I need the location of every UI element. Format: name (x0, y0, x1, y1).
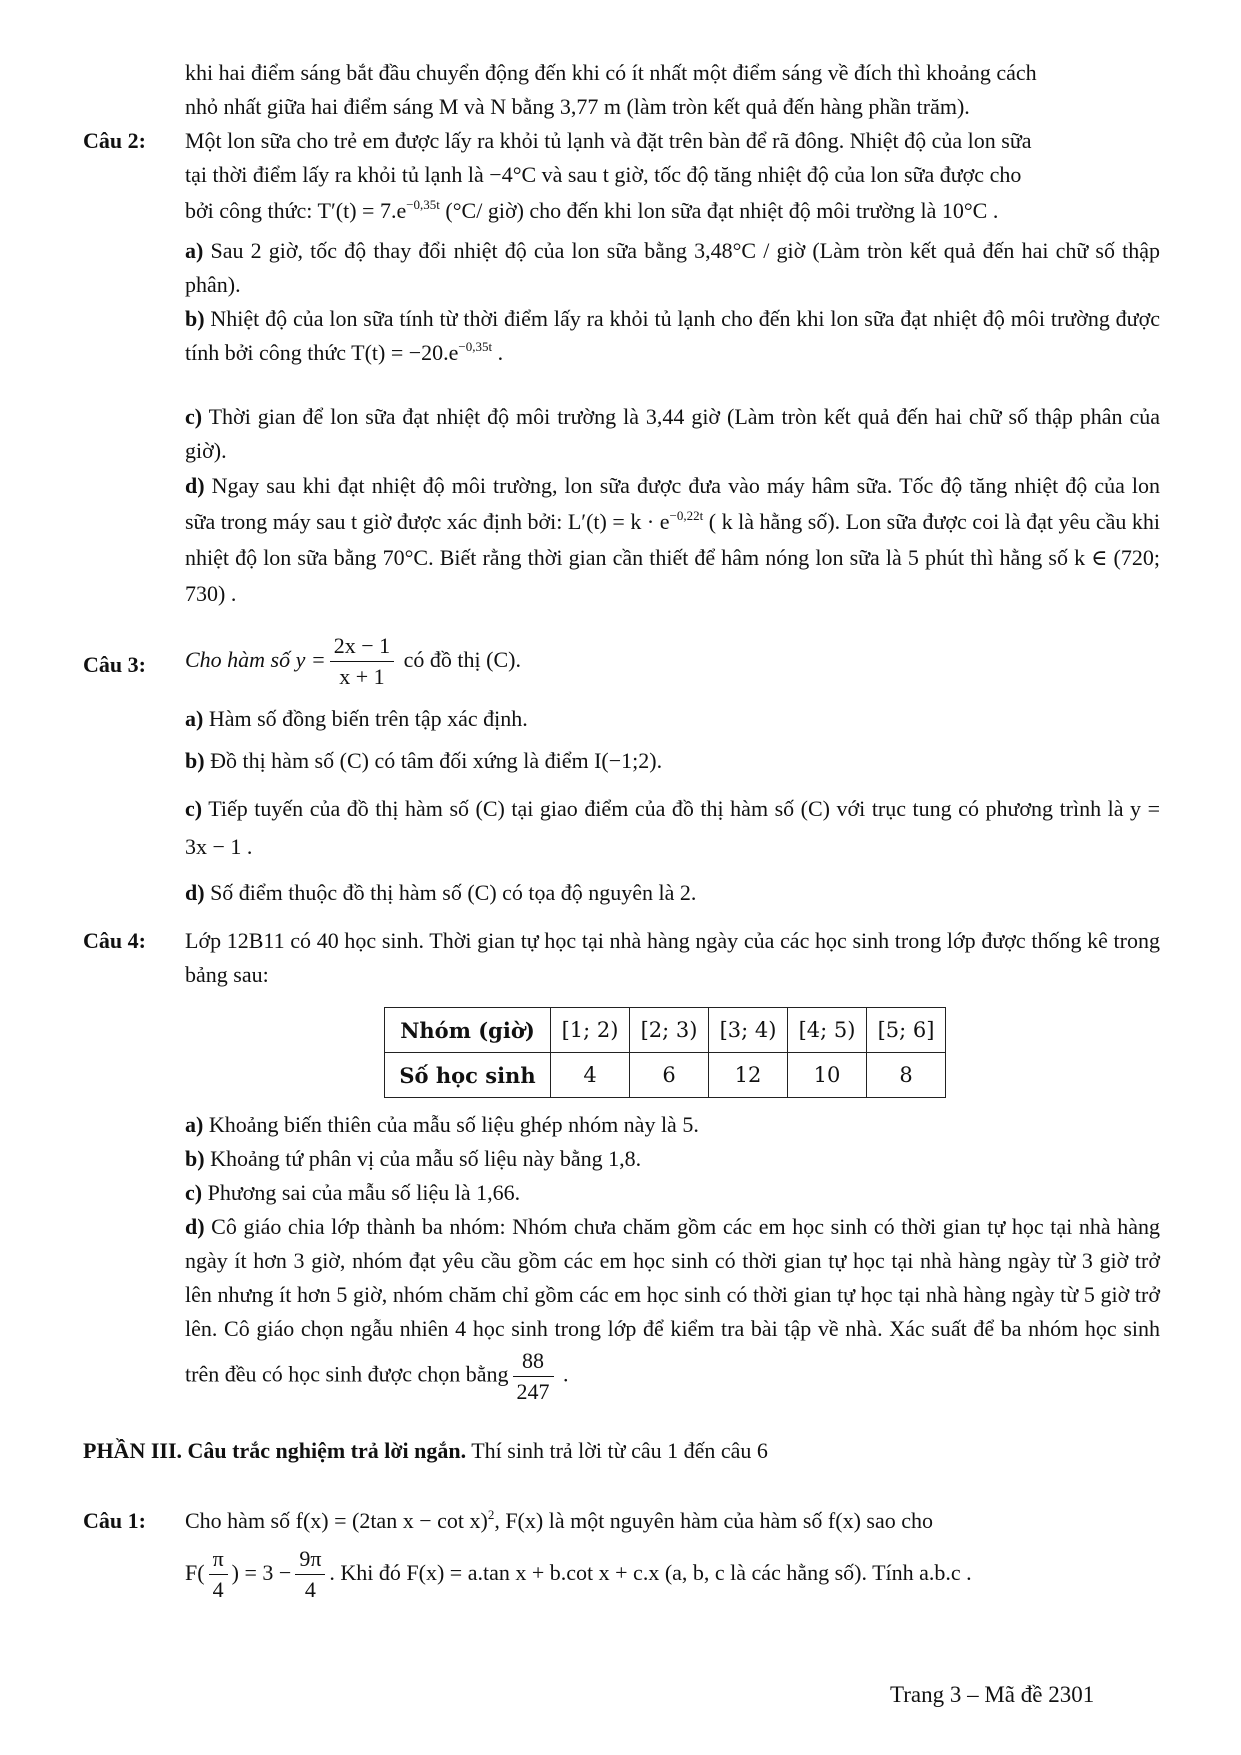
option-b-exponent: −0,35t (458, 339, 493, 354)
option-d-text-2: ( k là hằng số). Lon sữa được coi là đạt yêu cầu khi nhiệt độ lon sữa bằng 70°C. Biết rằng thời gian cần thiết để hâm nóng lon sữa là 5 phút thì hằng số k ∈ (720; 730) . (185, 509, 1160, 606)
table-cell: [2; 3) (630, 1008, 709, 1053)
question-3-option-a (185, 702, 1160, 736)
q2-formula-exponent: −0,35t (406, 197, 440, 212)
table-header-count: Số học sinh (385, 1053, 551, 1098)
part-3-question-1-label: Câu 1: (83, 1508, 146, 1533)
option-a-text: Khoảng biến thiên của mẫu số liệu ghép nhóm này là 5. (203, 1112, 699, 1137)
table-cell: 4 (551, 1053, 630, 1098)
question-3-label: Câu 3: (83, 652, 146, 677)
q4-probability-fraction (513, 1346, 554, 1407)
table-cell: [3; 4) (709, 1008, 788, 1053)
part-3-question-1-line-2 (185, 1540, 1160, 1606)
p3q1-line2-mid: ) = 3 − (231, 1560, 292, 1585)
option-b-text: Khoảng tứ phân vị của mẫu số liệu này bằng 1,8. (204, 1146, 642, 1171)
option-c-label: c) (185, 1180, 203, 1205)
nine-pi-over-4-fraction (295, 1544, 325, 1605)
option-c-text: Tiếp tuyến của đồ thị hàm số (C) tại giao điểm của đồ thị hàm số (C) với trục tung có phương trình là y = 3x − 1 . (185, 796, 1160, 859)
option-a-label: a) (185, 1112, 204, 1137)
table-cell: 10 (788, 1053, 867, 1098)
part-3-question-1-line-1 (185, 1504, 1160, 1538)
option-d-exponent: −0,22t (669, 508, 704, 523)
q3-fraction-denominator: x + 1 (339, 664, 385, 690)
p3q1-line2-end: . Khi đó F(x) = a.tan x + b.cot x + c.x (a, b, c là các hằng số). Tính a.b.c . (329, 1560, 972, 1585)
q3-stem-start: Cho hàm số y = (185, 647, 326, 672)
option-c-text: Thời gian để lon sữa đạt nhiệt độ môi trường là 3,44 giờ (Làm tròn kết quả đến hai chữ số thập phân của giờ). (185, 404, 1160, 463)
p3q1-line2-start: F( (185, 1560, 205, 1585)
pi-numerator: π (209, 1544, 228, 1575)
p3q1-line1-start: Cho hàm số f(x) = (2tan x − cot x) (185, 1508, 488, 1533)
nine-pi-numerator: 9π (295, 1544, 325, 1575)
question-4-option-a (185, 1108, 1160, 1142)
option-b-label: b) (185, 748, 205, 773)
question-4-option-d (185, 1210, 1160, 1407)
option-d-text: Cô giáo chia lớp thành ba nhóm: Nhóm chưa chăm gồm các em học sinh có thời gian tự học tại nhà hàng ngày ít hơn 3 giờ, nhóm đạt yêu cầu gồm các em học sinh có thời gian tự học tại nhà hàng ngày từ 3 giờ trở lên nhưng ít hơn 5 giờ, nhóm chăm chỉ gồm các em học sinh có thời gian tự học tại nhà hàng ngày từ 5 giờ trở lên. Cô giáo chọn ngẫu nhiên 4 học sinh trong lớp để kiểm tra bài tập về nhà. Xác suất để ba nhóm học sinh trên đều có học sinh được chọn bằng (185, 1214, 1160, 1387)
part-3-title: PHẦN III. Câu trắc nghiệm trả lời ngắn. (83, 1438, 467, 1463)
option-d-end: . (557, 1361, 569, 1387)
option-b-label: b) (185, 1146, 205, 1171)
intro-line-2: nhỏ nhất giữa hai điểm sáng M và N bằng 3,77 m (làm tròn kết quả đến hàng phần trăm). (185, 94, 970, 119)
option-b-end: . (492, 340, 504, 365)
probability-denominator: 247 (516, 1379, 550, 1404)
p3q1-square-exponent: 2 (487, 1507, 495, 1522)
option-b-text: Nhiệt độ của lon sữa tính từ thời điểm lấy ra khỏi tủ lạnh cho đến khi lon sữa đạt nhiệt độ môi trường được tính bởi công thức T(t) = −20.e (185, 306, 1160, 365)
table-cell: [4; 5) (788, 1008, 867, 1053)
question-2-option-c (185, 400, 1160, 468)
option-d-text-1: Ngay sau khi đạt nhiệt độ môi trường, lon sữa được đưa vào máy hâm sữa. Tốc độ tăng nhiệt độ của lon sữa trong máy sau t giờ được xác định bởi: L′(t) = k · e (185, 473, 1160, 534)
question-2-option-a (185, 234, 1160, 302)
question-4-label: Câu 4: (83, 928, 146, 953)
nine-pi-denominator: 4 (304, 1577, 316, 1603)
option-b-text: Đồ thị hàm số (C) có tâm đối xứng là điểm I(−1;2). (204, 748, 663, 773)
table-cell: 8 (867, 1053, 946, 1098)
p3q1-line1-end: , F(x) là một nguyên hàm của hàm số f(x) sao cho (494, 1508, 933, 1533)
option-b-label: b) (185, 306, 205, 331)
option-a-text: Sau 2 giờ, tốc độ thay đổi nhiệt độ của lon sữa bằng 3,48°C / giờ (Làm tròn kết quả đến hai chữ số thập phân). (185, 238, 1160, 297)
question-2-stem-2: tại thời điểm lấy ra khỏi tủ lạnh là −4°C và sau t giờ, tốc độ tăng nhiệt độ của lon sữa được cho (185, 162, 1022, 187)
intro-line-1: khi hai điểm sáng bắt đầu chuyển động đến khi có ít nhất một điểm sáng về đích thì khoảng cách (185, 60, 1037, 85)
q3-stem-end: có đồ thị (C). (398, 647, 521, 672)
q2-formula-end: (°C/ giờ) cho đến khi lon sữa đạt nhiệt độ môi trường là 10°C . (439, 198, 999, 223)
question-4-option-c (185, 1176, 1160, 1210)
probability-numerator: 88 (513, 1346, 554, 1377)
table-header-group: Nhóm (giờ) (385, 1008, 551, 1053)
option-a-label: a) (185, 238, 204, 263)
question-3-option-d (185, 876, 1160, 910)
option-a-text: Hàm số đồng biến trên tập xác định. (203, 706, 528, 731)
question-2-stem-3 (185, 194, 1160, 228)
q3-fraction (330, 631, 394, 692)
q2-formula-start: bởi công thức: T′(t) = 7.e (185, 198, 407, 223)
question-3-option-b (185, 744, 1160, 778)
question-4-option-b (185, 1142, 1160, 1176)
question-2-option-b (185, 302, 1160, 370)
part-3-subtitle: Thí sinh trả lời từ câu 1 đến câu 6 (466, 1438, 768, 1463)
option-c-label: c) (185, 404, 203, 429)
question-3-option-c (185, 790, 1160, 866)
statistics-table (384, 1007, 946, 1098)
question-2-label: Câu 2: (83, 128, 146, 153)
option-d-label: d) (185, 473, 205, 498)
question-2-stem-1: Một lon sữa cho trẻ em được lấy ra khỏi tủ lạnh và đặt trên bàn để rã đông. Nhiệt độ của lon sữa (185, 128, 1032, 153)
page-footer: Trang 3 – Mã đề 2301 (890, 1682, 1095, 1707)
table-row (385, 1008, 946, 1053)
question-4-stem: Lớp 12B11 có 40 học sinh. Thời gian tự học tại nhà hàng ngày của các học sinh trong lớp được thống kê trong bảng sau: (185, 928, 1160, 987)
part-3-heading (83, 1434, 1163, 1468)
option-d-label: d) (185, 1214, 205, 1239)
table-cell: 6 (630, 1053, 709, 1098)
pi-over-4-fraction (209, 1544, 228, 1605)
option-a-label: a) (185, 706, 204, 731)
option-c-text: Phương sai của mẫu số liệu là 1,66. (202, 1180, 521, 1205)
question-2-option-d (185, 468, 1160, 612)
table-row (385, 1053, 946, 1098)
question-3-stem (185, 630, 1160, 692)
q3-fraction-numerator: 2x − 1 (330, 631, 394, 662)
option-d-text: Số điểm thuộc đồ thị hàm số (C) có tọa độ nguyên là 2. (204, 880, 697, 905)
table-cell: [1; 2) (551, 1008, 630, 1053)
table-cell: 12 (709, 1053, 788, 1098)
pi-denominator: 4 (212, 1577, 224, 1603)
option-d-label: d) (185, 880, 205, 905)
option-c-label: c) (185, 796, 203, 821)
table-cell: [5; 6] (867, 1008, 946, 1053)
